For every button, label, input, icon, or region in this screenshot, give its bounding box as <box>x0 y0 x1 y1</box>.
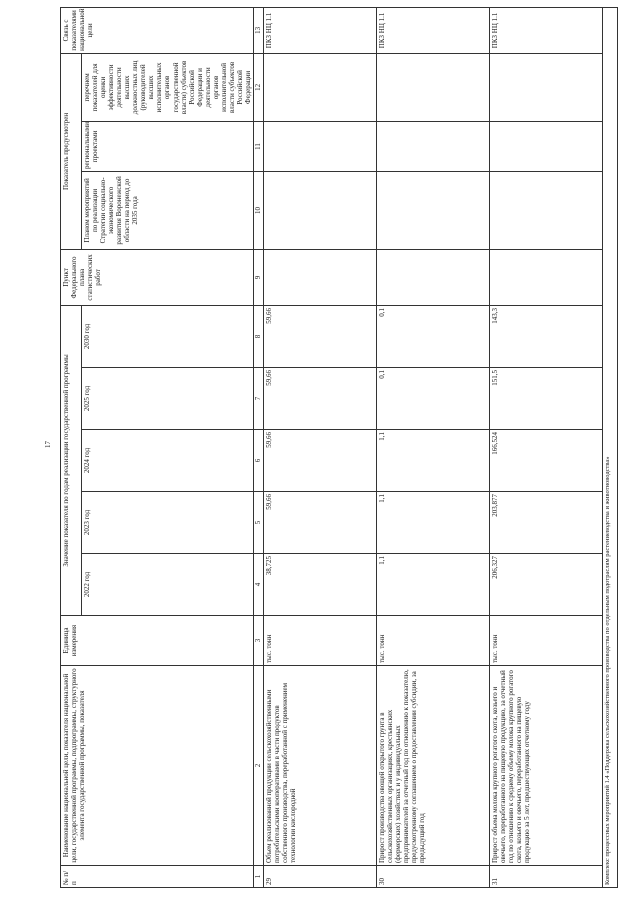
row-value: 59,66 <box>263 430 376 492</box>
column-number: 6 <box>253 430 263 492</box>
row-link: ПКЗ НЦ 1.1 <box>489 7 602 53</box>
page-number: 17 <box>44 441 52 448</box>
row-value: 59,66 <box>263 368 376 430</box>
column-number: 8 <box>253 305 263 367</box>
column-number: 9 <box>253 249 263 305</box>
column-number: 4 <box>253 554 263 616</box>
row-value: 203,877 <box>489 492 602 554</box>
header-year: 2023 год <box>82 492 254 554</box>
column-number: 12 <box>253 53 263 121</box>
header-unit: Единица измерения <box>61 616 254 666</box>
row-value: 206,327 <box>489 554 602 616</box>
row-value: 1,1 <box>376 492 489 554</box>
row-value: 143,3 <box>489 305 602 367</box>
header-indicators-group: Показатель предусмотрен <box>61 53 82 249</box>
table-row <box>263 7 376 887</box>
row-federal-plan <box>263 249 376 305</box>
row-value: 59,66 <box>263 305 376 367</box>
row-no: 31 <box>489 866 602 888</box>
column-number: 10 <box>253 171 263 249</box>
indicators-table <box>60 7 618 888</box>
header-year: 2024 год <box>82 430 254 492</box>
row-federal-plan <box>489 249 602 305</box>
column-number: 11 <box>253 121 263 171</box>
row-unit: тыс. тонн <box>489 616 602 666</box>
header-federal-plan: Пункт Федерального плана статистических работ <box>61 249 254 305</box>
row-value: 151,5 <box>489 368 602 430</box>
row-federal-plan <box>376 249 489 305</box>
row-unit: тыс. тонн <box>376 616 489 666</box>
row-value: 166,524 <box>489 430 602 492</box>
section-footer: Комплекс процессных мероприятий 1.4 «Поддержка сельскохозяйственного производства по отдельным подотраслям растениеводства и животноводства» <box>602 7 617 887</box>
header-efficiency: перечнем показателей для оценки эффективности деятельности высших должностных лиц (руководителей высших исполнительных органов государственной власти) субъектов Российской Федерации и деятельности органов исполнительной власти субъектов Российской Федерации <box>82 53 254 121</box>
table-row <box>376 7 489 887</box>
header-name: Наименование национальной цели, показателя национальной цели, государственной программы, подпрограммы, структурного элемента государственной программы, показателя <box>61 666 254 866</box>
row-efficiency <box>376 53 489 121</box>
header-strategy: Планом мероприятий по реализации Стратегии социально-экономического развития Воронежской области на период до 2035 года <box>82 171 254 249</box>
column-number: 3 <box>253 616 263 666</box>
row-no: 29 <box>263 866 376 888</box>
header-link: Связь с показателями национальной цели <box>61 7 254 53</box>
row-link: ПКЗ НЦ 1.1 <box>376 7 489 53</box>
rotated-table-wrapper <box>60 8 611 888</box>
row-strategy <box>489 171 602 249</box>
row-regional <box>489 121 602 171</box>
row-value: 1,1 <box>376 554 489 616</box>
row-value: 1,1 <box>376 430 489 492</box>
header-values-group: Значение показателя по годам реализации государственной программы <box>61 305 82 615</box>
row-link: ПКЗ НЦ 1.1 <box>263 7 376 53</box>
row-efficiency <box>489 53 602 121</box>
header-no: № п/п <box>61 866 254 888</box>
row-value: 0,1 <box>376 368 489 430</box>
column-number: 13 <box>253 7 263 53</box>
row-name: Прирост производства овощей открытого грунта в сельскохозяйственных организациях, крестьянских (фермерских) хозяйствах и у индивидуальных предпринимателей за отчетный год по отношению к показателю, предусмотренному соглашением о предоставлении субсидии, за предыдущий год <box>376 666 489 866</box>
row-regional <box>376 121 489 171</box>
row-strategy <box>263 171 376 249</box>
row-name: Прирост объема молока крупного рогатого скота, козьего и овечьего, переработанного на пищевую продукцию, за отчетный год по отношению к среднему объему молока крупного рогатого скота, козьего и овечьего, переработанного на пищевую продукцию за 5 лет, предшествующих отчетному году <box>489 666 602 866</box>
table-row <box>489 7 602 887</box>
column-number: 7 <box>253 368 263 430</box>
column-number: 2 <box>253 666 263 866</box>
header-regional-projects: региональными проектами <box>82 121 254 171</box>
row-efficiency <box>263 53 376 121</box>
row-unit: тыс. тонн <box>263 616 376 666</box>
row-value: 38,725 <box>263 554 376 616</box>
row-name: Объем реализованной продукции сельскохозяйственными потребительскими кооперативами в части продуктов собственного производства, переработанной с применением технологии кислородной <box>263 666 376 866</box>
row-strategy <box>376 171 489 249</box>
header-year: 2025 год <box>82 368 254 430</box>
header-year: 2022 год <box>82 554 254 616</box>
header-year: 2030 год <box>82 305 254 367</box>
column-number: 1 <box>253 866 263 888</box>
row-no: 30 <box>376 866 489 888</box>
row-regional <box>263 121 376 171</box>
column-number: 5 <box>253 492 263 554</box>
row-value: 59,66 <box>263 492 376 554</box>
row-value: 0,1 <box>376 305 489 367</box>
